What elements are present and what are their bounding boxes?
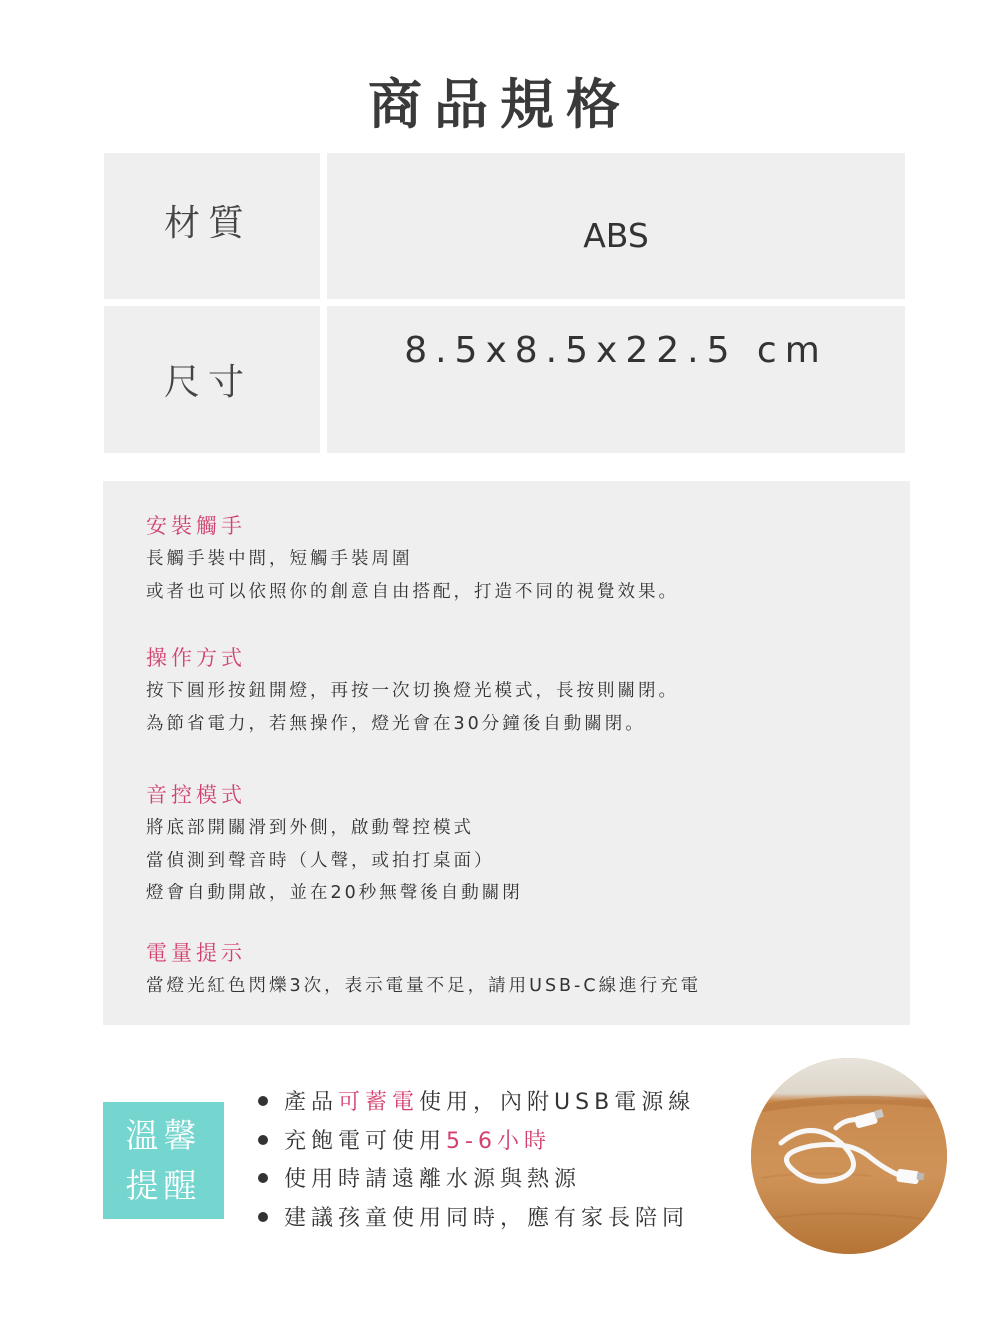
spec-value-text: 8.5x8.5x22.5 cm — [404, 330, 828, 371]
note-heading: 電量提示 — [146, 941, 246, 965]
tip-highlight: 可蓄電 — [338, 1090, 420, 1115]
tip-item — [258, 1084, 695, 1123]
spec-label-size — [104, 306, 320, 453]
tip-item — [258, 1200, 695, 1239]
spec-value-size — [327, 306, 905, 453]
note-section-sound — [146, 778, 523, 910]
spec-label-material — [104, 153, 320, 299]
note-line: 按下圓形按鈕開燈，再按一次切換燈光模式，長按則關閉。 — [146, 681, 679, 701]
bullet-icon — [258, 1135, 268, 1145]
tips-label-line: 提醒 — [125, 1165, 202, 1205]
spec-label-text: 材質 — [164, 202, 253, 244]
bullet-icon — [258, 1212, 268, 1222]
note-heading: 音控模式 — [146, 783, 246, 807]
note-section-battery — [146, 936, 701, 1003]
spec-label-text: 尺寸 — [164, 362, 253, 403]
tip-text: 使用時請遠離水源與熱源 — [284, 1167, 582, 1192]
spec-value-text: ABS — [583, 215, 649, 255]
tip-highlight: 5-6小時 — [446, 1128, 551, 1154]
tips-label-line: 溫馨 — [125, 1115, 202, 1155]
tip-item — [258, 1161, 695, 1200]
tips-list — [258, 1084, 695, 1238]
notes-panel — [103, 481, 910, 1025]
tip-text: 產品 — [284, 1090, 339, 1115]
tip-text: 充飽電可使用 — [284, 1128, 447, 1154]
note-line: 將底部開關滑到外側，啟動聲控模式 — [146, 818, 474, 838]
bullet-icon — [258, 1096, 268, 1106]
note-heading: 安裝觸手 — [146, 514, 246, 538]
note-line: 為節省電力，若無操作，燈光會在30分鐘後自動關閉。 — [146, 713, 646, 734]
note-section-operation — [146, 641, 679, 740]
bullet-icon — [258, 1173, 268, 1183]
tip-text: 使用，內附USB電源線 — [419, 1090, 696, 1115]
note-line: 長觸手裝中間，短觸手裝周圍 — [146, 549, 413, 569]
tip-item — [258, 1123, 695, 1162]
note-heading: 操作方式 — [146, 646, 246, 670]
tips-label-box — [103, 1102, 224, 1219]
usb-cable-photo — [751, 1058, 947, 1254]
tip-text: 建議孩童使用同時，應有家長陪同 — [284, 1205, 690, 1231]
note-section-install — [146, 509, 679, 608]
note-line: 當燈光紅色閃爍3次，表示電量不足，請用USB-C線進行充電 — [146, 976, 702, 996]
note-line: 當偵測到聲音時（人聲，或拍打桌面） — [146, 850, 495, 871]
note-line: 燈會自動開啟，並在20秒無聲後自動關閉 — [146, 883, 523, 903]
spec-value-material — [327, 153, 905, 299]
note-line: 或者也可以依照你的創意自由搭配，打造不同的視覺效果。 — [146, 581, 679, 602]
page-title: 商品規格 — [368, 73, 632, 136]
